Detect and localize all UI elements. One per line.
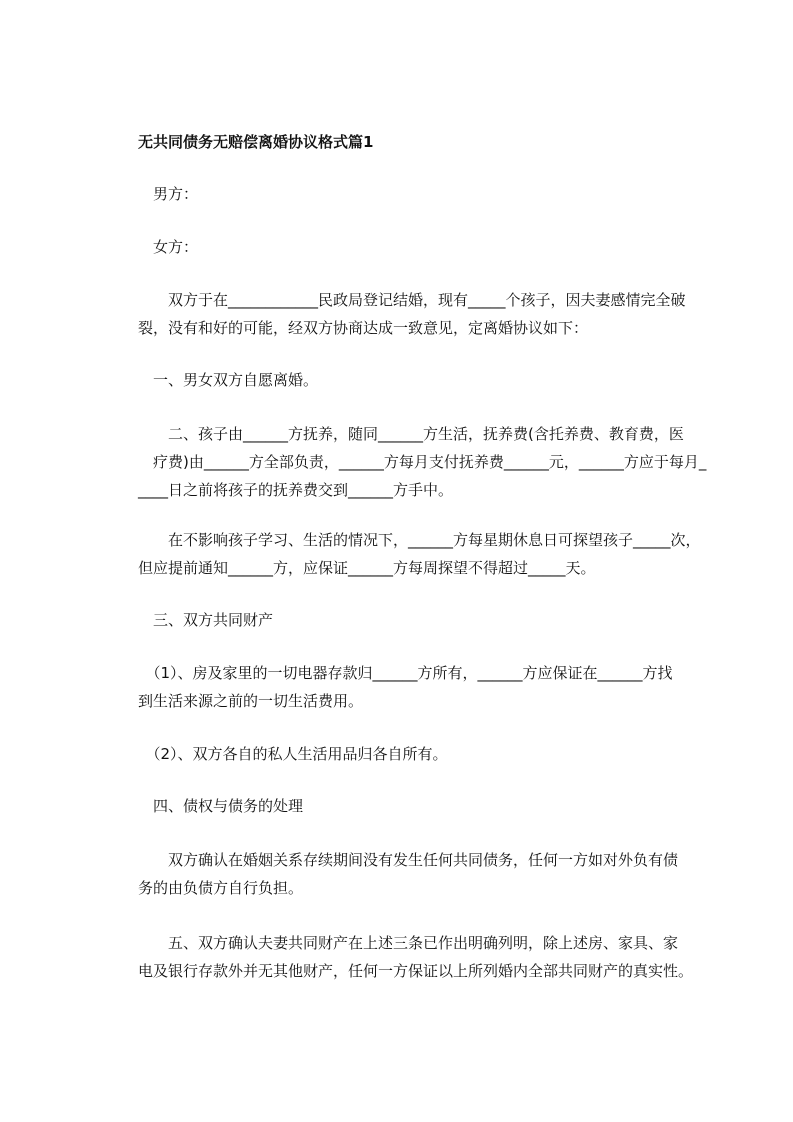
clause-1 [138,366,706,394]
text-line: 双方于在____________民政局登记结婚，现有_____个孩子，因夫妻感情完全破 [138,291,686,309]
text-line: 三、双方共同财产 [138,611,274,629]
clause-4-heading [138,792,706,820]
document-title: 无共同债务无赔偿离婚协议格式篇1 [138,133,374,151]
visitation-paragraph [138,526,706,582]
intro-paragraph [138,286,706,342]
male-party-line [138,180,706,208]
text-line: 五、双方确认夫妻共同财产在上述三条已作出明确列明，除上述房、家具、家 [138,934,679,952]
text-line: （2）、双方各自的私人生活用品归各自所有。 [138,745,448,763]
clause-3-heading [138,606,706,634]
clause-2-custody [138,420,706,504]
text-line: 女方： [138,238,199,256]
property-item-2 [138,740,706,768]
text-line: 男方： [138,185,199,203]
text-line: ____日之前将孩子的抚养费交到______方手中。 [138,481,454,499]
text-line: 在不影响孩子学习、生活的情况下，______方每星期休息日可探望孩子_____次， [138,531,701,549]
text-line: 四、债权与债务的处理 [138,797,304,815]
text-line: 但应提前通知______方，应保证______方每周探望不得超过_____天。 [138,559,596,577]
female-party-line [138,233,706,261]
text-line: 疗费)由______方全部负责，______方每月支付抚养费______元，______方应于每月_ [138,453,707,471]
text-line: 到生活来源之前的一切生活费用。 [138,692,364,710]
text-line: 一、男女双方自愿离婚。 [138,371,319,389]
clause-5 [138,929,706,985]
text-line: 务的由负债方自行负担。 [138,879,304,897]
text-line: 双方确认在婚姻关系存续期间没有发生任何共同债务，任何一方如对外负有债 [138,851,679,869]
text-line: （1）、房及家里的一切电器存款归______方所有，______方应保证在______方找 [138,664,673,682]
debt-paragraph [138,846,706,902]
text-line: 电及银行存款外并无其他财产，任何一方保证以上所列婚内全部共同财产的真实性。 [138,962,694,980]
text-line: 二、孩子由______方抚养，随同______方生活，抚养费(含托养费、教育费，医 [138,425,684,443]
property-item-1 [138,659,706,715]
text-line: 裂，没有和好的可能，经双方协商达成一致意见，定离婚协议如下： [138,319,589,337]
